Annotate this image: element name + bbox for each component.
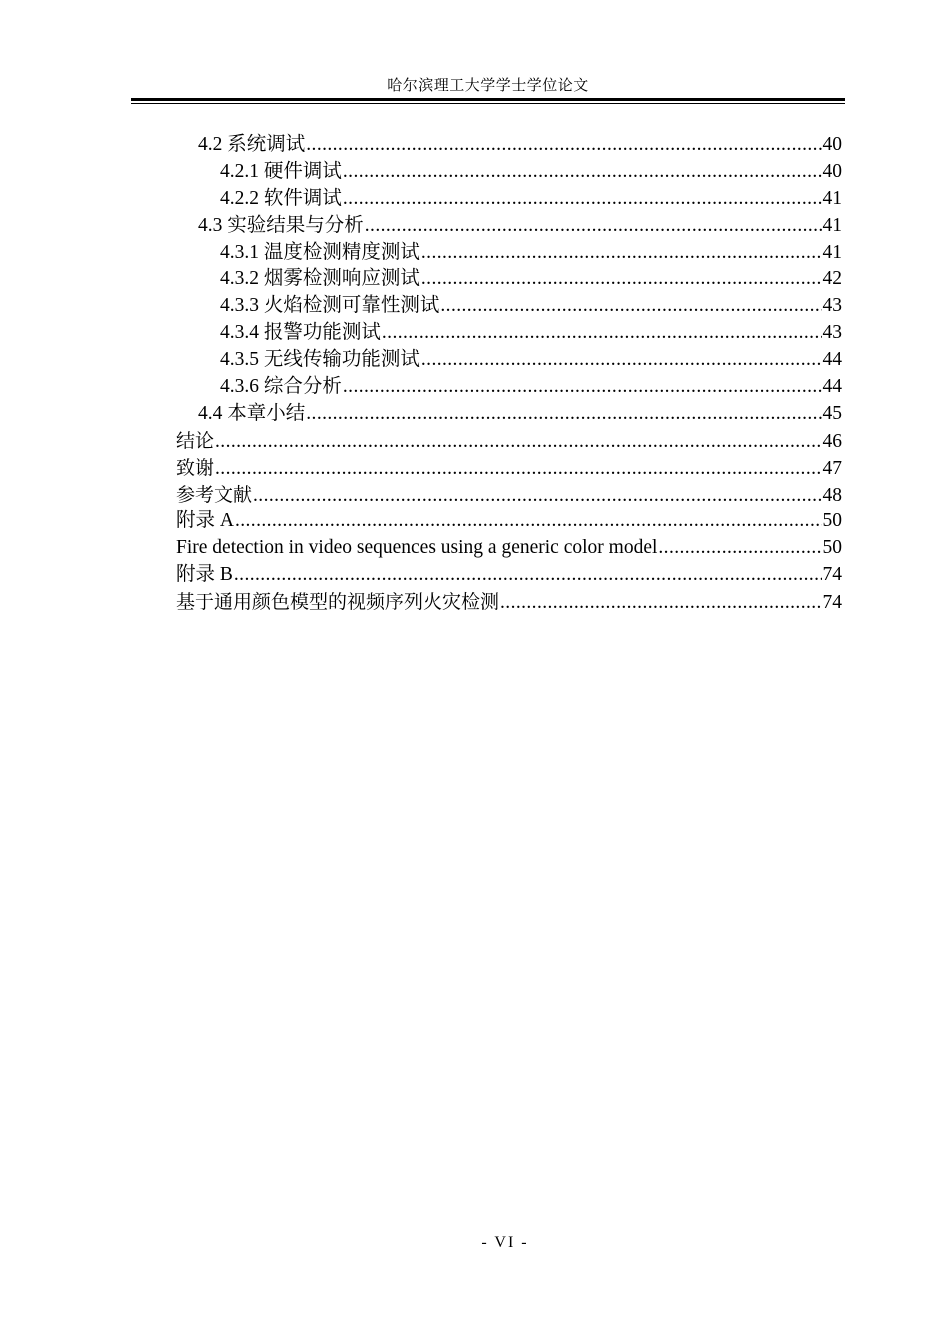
toc-entry-title: 附录 A: [176, 510, 234, 532]
toc-entry-title: 4.3.1 温度检测精度测试: [220, 241, 420, 263]
toc-entry-title: 4.2.1 硬件调试: [220, 160, 342, 182]
toc-entry-page: 43: [822, 295, 842, 317]
table-of-contents: [176, 132, 842, 616]
header-rule-thin: [131, 103, 845, 104]
toc-entry-page: 41: [822, 214, 842, 236]
toc-entry-page: 74: [822, 592, 842, 614]
toc-entry-page: 42: [822, 268, 842, 290]
toc-entry-title: 4.3.4 报警功能测试: [220, 322, 381, 344]
toc-dot-leader: [365, 213, 822, 240]
toc-entry[interactable]: [176, 428, 842, 455]
toc-entry-title: 4.4 本章小结: [198, 402, 306, 424]
toc-entry[interactable]: [176, 240, 842, 267]
toc-entry[interactable]: [176, 132, 842, 159]
toc-entry[interactable]: [176, 562, 842, 589]
toc-entry-page: 47: [822, 457, 842, 479]
toc-entry[interactable]: [176, 293, 842, 320]
toc-dot-leader: [421, 347, 822, 374]
toc-entry-page: 44: [822, 349, 842, 371]
toc-entry-page: 46: [822, 430, 842, 452]
toc-dot-leader: [234, 562, 822, 589]
toc-entry[interactable]: [176, 508, 842, 535]
toc-dot-leader: [421, 240, 822, 267]
toc-dot-leader: [343, 186, 822, 213]
toc-dot-leader: [253, 483, 821, 509]
toc-entry-title: 参考文献: [176, 483, 253, 506]
toc-entry-page: 43: [822, 322, 842, 344]
toc-dot-leader: [215, 456, 821, 482]
toc-dot-leader: [215, 429, 821, 455]
toc-dot-leader: [440, 293, 821, 320]
toc-entry-title: 致谢: [176, 456, 215, 479]
toc-entry-page: 50: [822, 537, 842, 559]
toc-entry[interactable]: [176, 266, 842, 293]
toc-entry-page: 41: [822, 241, 842, 263]
toc-entry-page: 48: [822, 484, 842, 506]
toc-entry[interactable]: [176, 482, 842, 509]
toc-entry[interactable]: [176, 213, 842, 240]
toc-entry[interactable]: [176, 401, 842, 428]
toc-dot-leader: [421, 266, 822, 293]
toc-entry[interactable]: [176, 159, 842, 186]
toc-dot-leader: [343, 374, 822, 401]
toc-entry-page: 45: [822, 402, 842, 424]
toc-entry[interactable]: [176, 347, 842, 374]
toc-entry-title: 4.3.2 烟雾检测响应测试: [220, 268, 420, 290]
toc-entry-title: Fire detection in video sequences using a generic color model: [176, 537, 658, 559]
toc-dot-leader: [306, 132, 821, 159]
toc-entry[interactable]: [176, 455, 842, 482]
toc-dot-leader: [382, 320, 822, 347]
toc-entry[interactable]: [176, 589, 842, 616]
toc-entry-page: 44: [822, 376, 842, 398]
toc-entry[interactable]: [176, 374, 842, 401]
toc-entry-page: 40: [822, 134, 842, 155]
toc-entry-title: 4.3 实验结果与分析: [198, 214, 364, 236]
toc-entry-page: 74: [822, 564, 842, 586]
toc-entry-title: 4.2 系统调试: [198, 134, 306, 155]
toc-entry[interactable]: [176, 186, 842, 213]
toc-entry-title: 基于通用颜色模型的视频序列火灾检测: [176, 591, 500, 614]
toc-dot-leader: [306, 401, 821, 428]
toc-entry-title: 附录 B: [176, 564, 233, 586]
toc-entry-page: 50: [822, 510, 842, 532]
running-header: 哈尔滨理工大学学士学位论文: [387, 78, 589, 94]
toc-entry-title: 4.3.3 火焰检测可靠性测试: [220, 295, 440, 317]
header-rule-thick: [131, 98, 845, 101]
toc-entry-page: 40: [822, 160, 842, 182]
toc-entry-title: 4.3.6 综合分析: [220, 376, 342, 398]
toc-entry-page: 41: [822, 187, 842, 209]
toc-entry[interactable]: [176, 320, 842, 347]
toc-dot-leader: [658, 535, 821, 562]
toc-entry-title: 结论: [176, 429, 215, 452]
page-number: - VI -: [481, 1234, 529, 1251]
toc-entry-title: 4.3.5 无线传输功能测试: [220, 349, 420, 371]
toc-dot-leader: [500, 590, 821, 616]
toc-dot-leader: [343, 159, 822, 186]
toc-dot-leader: [235, 508, 822, 535]
toc-entry-title: 4.2.2 软件调试: [220, 187, 342, 209]
toc-entry[interactable]: [176, 535, 842, 562]
